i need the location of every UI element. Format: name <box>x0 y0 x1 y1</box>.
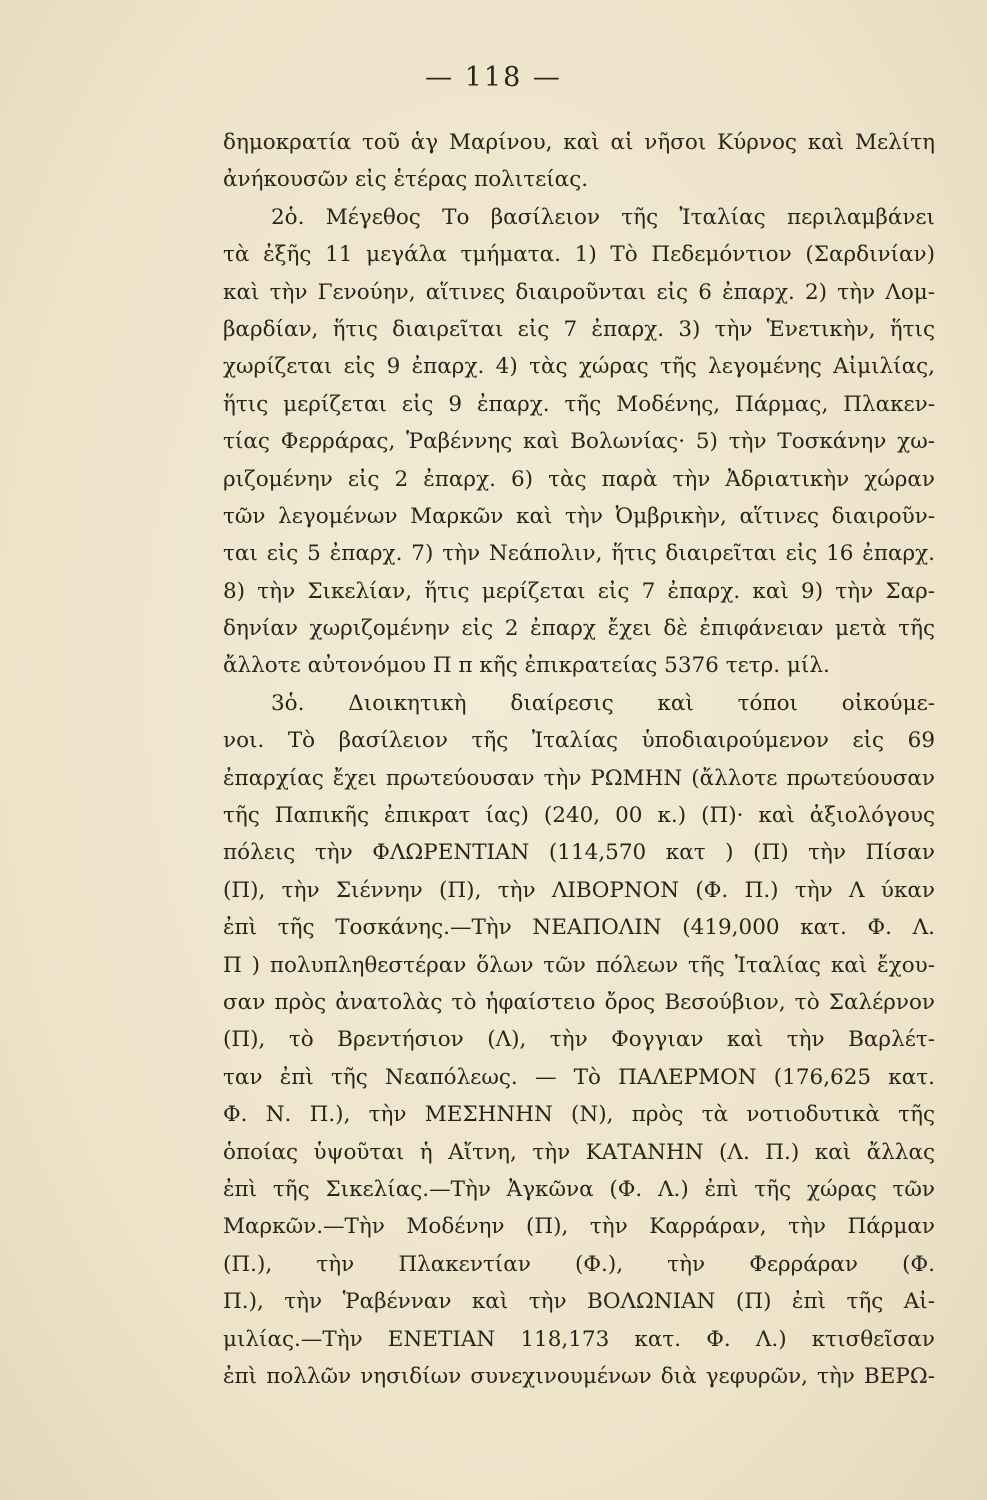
text-line: ἐπὶ πολλῶν νησιδίων συνεχινουμένων διὰ γεφυρῶν, τὴν ΒΕΡΩ- <box>223 1363 935 1389</box>
text-line: σαν πρὸς ἀνατολὰς τὸ ἡφαίστειο ὄρος Βεσούβιον, τὸ Σαλέρνον <box>223 989 935 1015</box>
text-line: νοι. Τὸ βασίλειον τῆς Ἰταλίας ὑποδιαιρούμενον εἰς 69 <box>223 728 935 754</box>
text-line: χωρίζεται εἰς 9 ἐπαρχ. 4) τὰς χώρας τῆς λεγομένης Αἰμιλίας, <box>223 354 935 380</box>
text-line: πόλεις τὴν ΦΛΩΡΕΝΤΙΑΝ (114,570 κατ ) (Π) τὴν Πίσαν <box>223 840 935 866</box>
text-line: ἀνήκουσῶν εἰς ἑτέρας πολιτείας. <box>223 167 589 193</box>
text-line: μιλίας.—Τὴν ΕΝΕΤΙΑΝ 118,173 κατ. Φ. Λ.) κτισθεῖσαν <box>223 1326 935 1352</box>
text-line: 8) τὴν Σικελίαν, ἥτις μερίζεται εἰς 7 ἐπαρχ. καὶ 9) τὴν Σαρ- <box>223 578 935 604</box>
text-line: (Π), τὸ Βρεντήσιον (Λ), τὴν Φογγιαν καὶ τὴν Βαρλέτ- <box>223 1027 935 1053</box>
text-line: ριζομένην εἰς 2 ἐπαρχ. 6) τὰς παρὰ τὴν Ἀδριατικὴν χώραν <box>223 466 935 492</box>
text-line: ται εἰς 5 ἐπαρχ. 7) τὴν Νεάπολιν, ἥτις διαιρεῖται εἰς 16 ἐπαρχ. <box>223 541 935 567</box>
text-line: 2ὁ. Μέγεθος Το βασίλειον τῆς Ἰταλίας περιλαμβάνει <box>271 204 935 230</box>
text-line: ἄλλοτε αὐτονόμου Π π κῆς ἐπικρατείας 5376 τετρ. μίλ. <box>223 653 830 679</box>
text-line: ἐπὶ τῆς Τοσκάνης.—Τὴν ΝΕΑΠΟΛΙΝ (419,000 κατ. Φ. Λ. <box>223 915 935 941</box>
text-line: καὶ τὴν Γενούην, αἵτινες διαιροῦνται εἰς 6 ἐπαρχ. 2) τὴν Λομ- <box>223 279 935 305</box>
text-line: τὰ ἐξῆς 11 μεγάλα τμήματα. 1) Τὸ Πεδεμόντιον (Σαρδινίαν) <box>223 242 935 268</box>
text-line: (Π), τὴν Σιέννην (Π), τὴν ΛΙΒΟΡΝΟΝ (Φ. Π.) τὴν Λ ύκαν <box>223 877 935 903</box>
text-line: Π.), τὴν Ῥαβένναν καὶ τὴν ΒΟΛΩΝΙΑΝ (Π) ἐπὶ τῆς Αἰ- <box>223 1289 935 1315</box>
text-line: 3ὁ. Διοικητικὴ διαίρεσις καὶ τόποι οἰκούμε- <box>271 690 935 716</box>
text-line: ταν ἐπὶ τῆς Νεαπόλεως. — Τὸ ΠΑΛΕΡΜΟΝ (176,625 κατ. <box>223 1064 935 1090</box>
text-line: ἐπαρχίας ἔχει πρωτεύουσαν τὴν ΡΩΜΗΝ (ἄλλοτε πρωτεύουσαν <box>223 765 935 791</box>
text-line: Π ) πολυπληθεστέραν ὅλων τῶν πόλεων τῆς Ἰταλίας καὶ ἔχου- <box>223 952 935 978</box>
body-text <box>223 124 935 1395</box>
text-line: (Π.), τὴν Πλακεντίαν (Φ.), τὴν Φερράραν (Φ. <box>223 1251 935 1277</box>
text-line: βαρδίαν, ἥτις διαιρεῖται εἰς 7 ἐπαρχ. 3) τὴν Ἑνετικὴν, ἥτις <box>223 316 935 342</box>
text-line: δημοκρατία τοῦ ἁγ Μαρίνου, καὶ αἱ νῆσοι Κύρνος καὶ Μελίτη <box>223 130 935 155</box>
page-number: — 118 — <box>425 62 562 93</box>
text-line: ἐπὶ τῆς Σικελίας.—Τὴν Ἀγκῶνα (Φ. Λ.) ἐπὶ τῆς χώρας τῶν <box>223 1176 935 1202</box>
text-line: ἥτις μερίζεται εἰς 9 ἐπαρχ. τῆς Μοδένης, Πάρμας, Πλακεν- <box>223 391 935 417</box>
text-line: ὁποίας ὑψοῦται ἡ Αἴτνη, τὴν ΚΑΤΑΝΗΝ (Λ. Π.) καὶ ἄλλας <box>223 1139 935 1165</box>
text-line: Φ. Ν. Π.), τὴν ΜΕΣΗΝΗΝ (Ν), πρὸς τὰ νοτιοδυτικὰ τῆς <box>223 1102 935 1128</box>
text-line: δηνίαν χωριζομένην εἰς 2 ἐπαρχ ἔχει δὲ ἐπιφάνειαν μετὰ τῆς <box>223 616 935 642</box>
text-line: τίας Φερράρας, Ῥαβέννης καὶ Βολωνίας· 5) τὴν Τοσκάνην χω- <box>223 429 935 455</box>
text-line: τῶν λεγομένων Μαρκῶν καὶ τὴν Ὀμβρικὴν, αἵτινες διαιροῦν- <box>223 503 935 529</box>
text-line: Μαρκῶν.—Τὴν Μοδένην (Π), τὴν Καρράραν, τὴν Πάρμαν <box>223 1214 935 1240</box>
text-line: τῆς Παπικῆς ἐπικρατ ίας) (240, 00 κ.) (Π)· καὶ ἀξιολόγους <box>223 803 935 829</box>
